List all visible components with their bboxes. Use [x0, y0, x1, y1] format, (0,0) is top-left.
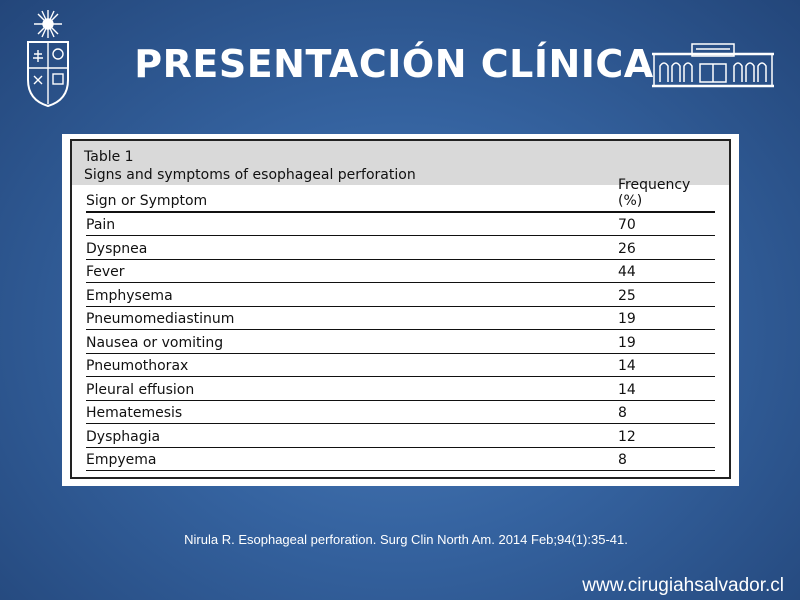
- sign-cell: Emphysema: [86, 287, 173, 304]
- sign-cell: Pneumothorax: [86, 358, 189, 374]
- sign-cell: Hematemesis: [86, 405, 183, 421]
- table-row: [86, 236, 715, 260]
- column-header-frequency: Frequency (%): [618, 176, 691, 209]
- sign-cell: Nausea or vomiting: [86, 334, 224, 351]
- table-row: [86, 307, 715, 331]
- table-row: [86, 260, 715, 284]
- table-row: [86, 377, 715, 401]
- table-row: [86, 448, 715, 472]
- frequency-cell: 14: [618, 381, 636, 398]
- column-header-sign: Sign or Symptom: [86, 192, 208, 209]
- citation-text: Nirula R. Esophageal perforation. Surg Clin North Am. 2014 Feb;94(1):35-41.: [184, 532, 628, 547]
- frequency-cell: 44: [618, 264, 636, 280]
- frequency-cell: 19: [618, 311, 636, 327]
- frequency-cell: 26: [618, 240, 636, 257]
- table-caption: Signs and symptoms of esophageal perforation: [84, 167, 416, 183]
- table-row: [86, 283, 715, 307]
- sign-cell: Pain: [86, 217, 116, 233]
- table-row: [86, 354, 715, 378]
- frequency-cell: 12: [618, 428, 636, 445]
- table-row: [86, 330, 715, 354]
- frequency-cell: 8: [618, 405, 627, 421]
- sign-cell: Dysphagia: [86, 428, 161, 445]
- frequency-cell: 19: [618, 334, 636, 351]
- frequency-cell: 25: [618, 287, 636, 304]
- frequency-cell: 70: [618, 217, 636, 233]
- frequency-cell: 8: [618, 452, 627, 468]
- website-url: www.cirugiahsalvador.cl: [582, 575, 784, 596]
- symptoms-table: [70, 139, 731, 479]
- table-row: [86, 213, 715, 237]
- hospital-building-icon: [652, 38, 774, 88]
- table-image-frame: [62, 134, 739, 486]
- table-number: Table 1: [84, 149, 134, 165]
- frequency-cell: 14: [618, 358, 636, 374]
- slide-title: PRESENTACIÓN CLÍNICA: [134, 42, 654, 86]
- sign-cell: Pneumomediastinum: [86, 311, 235, 327]
- table-row: [86, 401, 715, 425]
- sign-cell: Fever: [86, 264, 125, 280]
- sign-cell: Dyspnea: [86, 240, 148, 257]
- sign-cell: Empyema: [86, 452, 157, 468]
- sign-cell: Pleural effusion: [86, 381, 195, 398]
- table-header-row: [86, 176, 715, 213]
- table-body: [72, 176, 729, 471]
- table-row: [86, 424, 715, 448]
